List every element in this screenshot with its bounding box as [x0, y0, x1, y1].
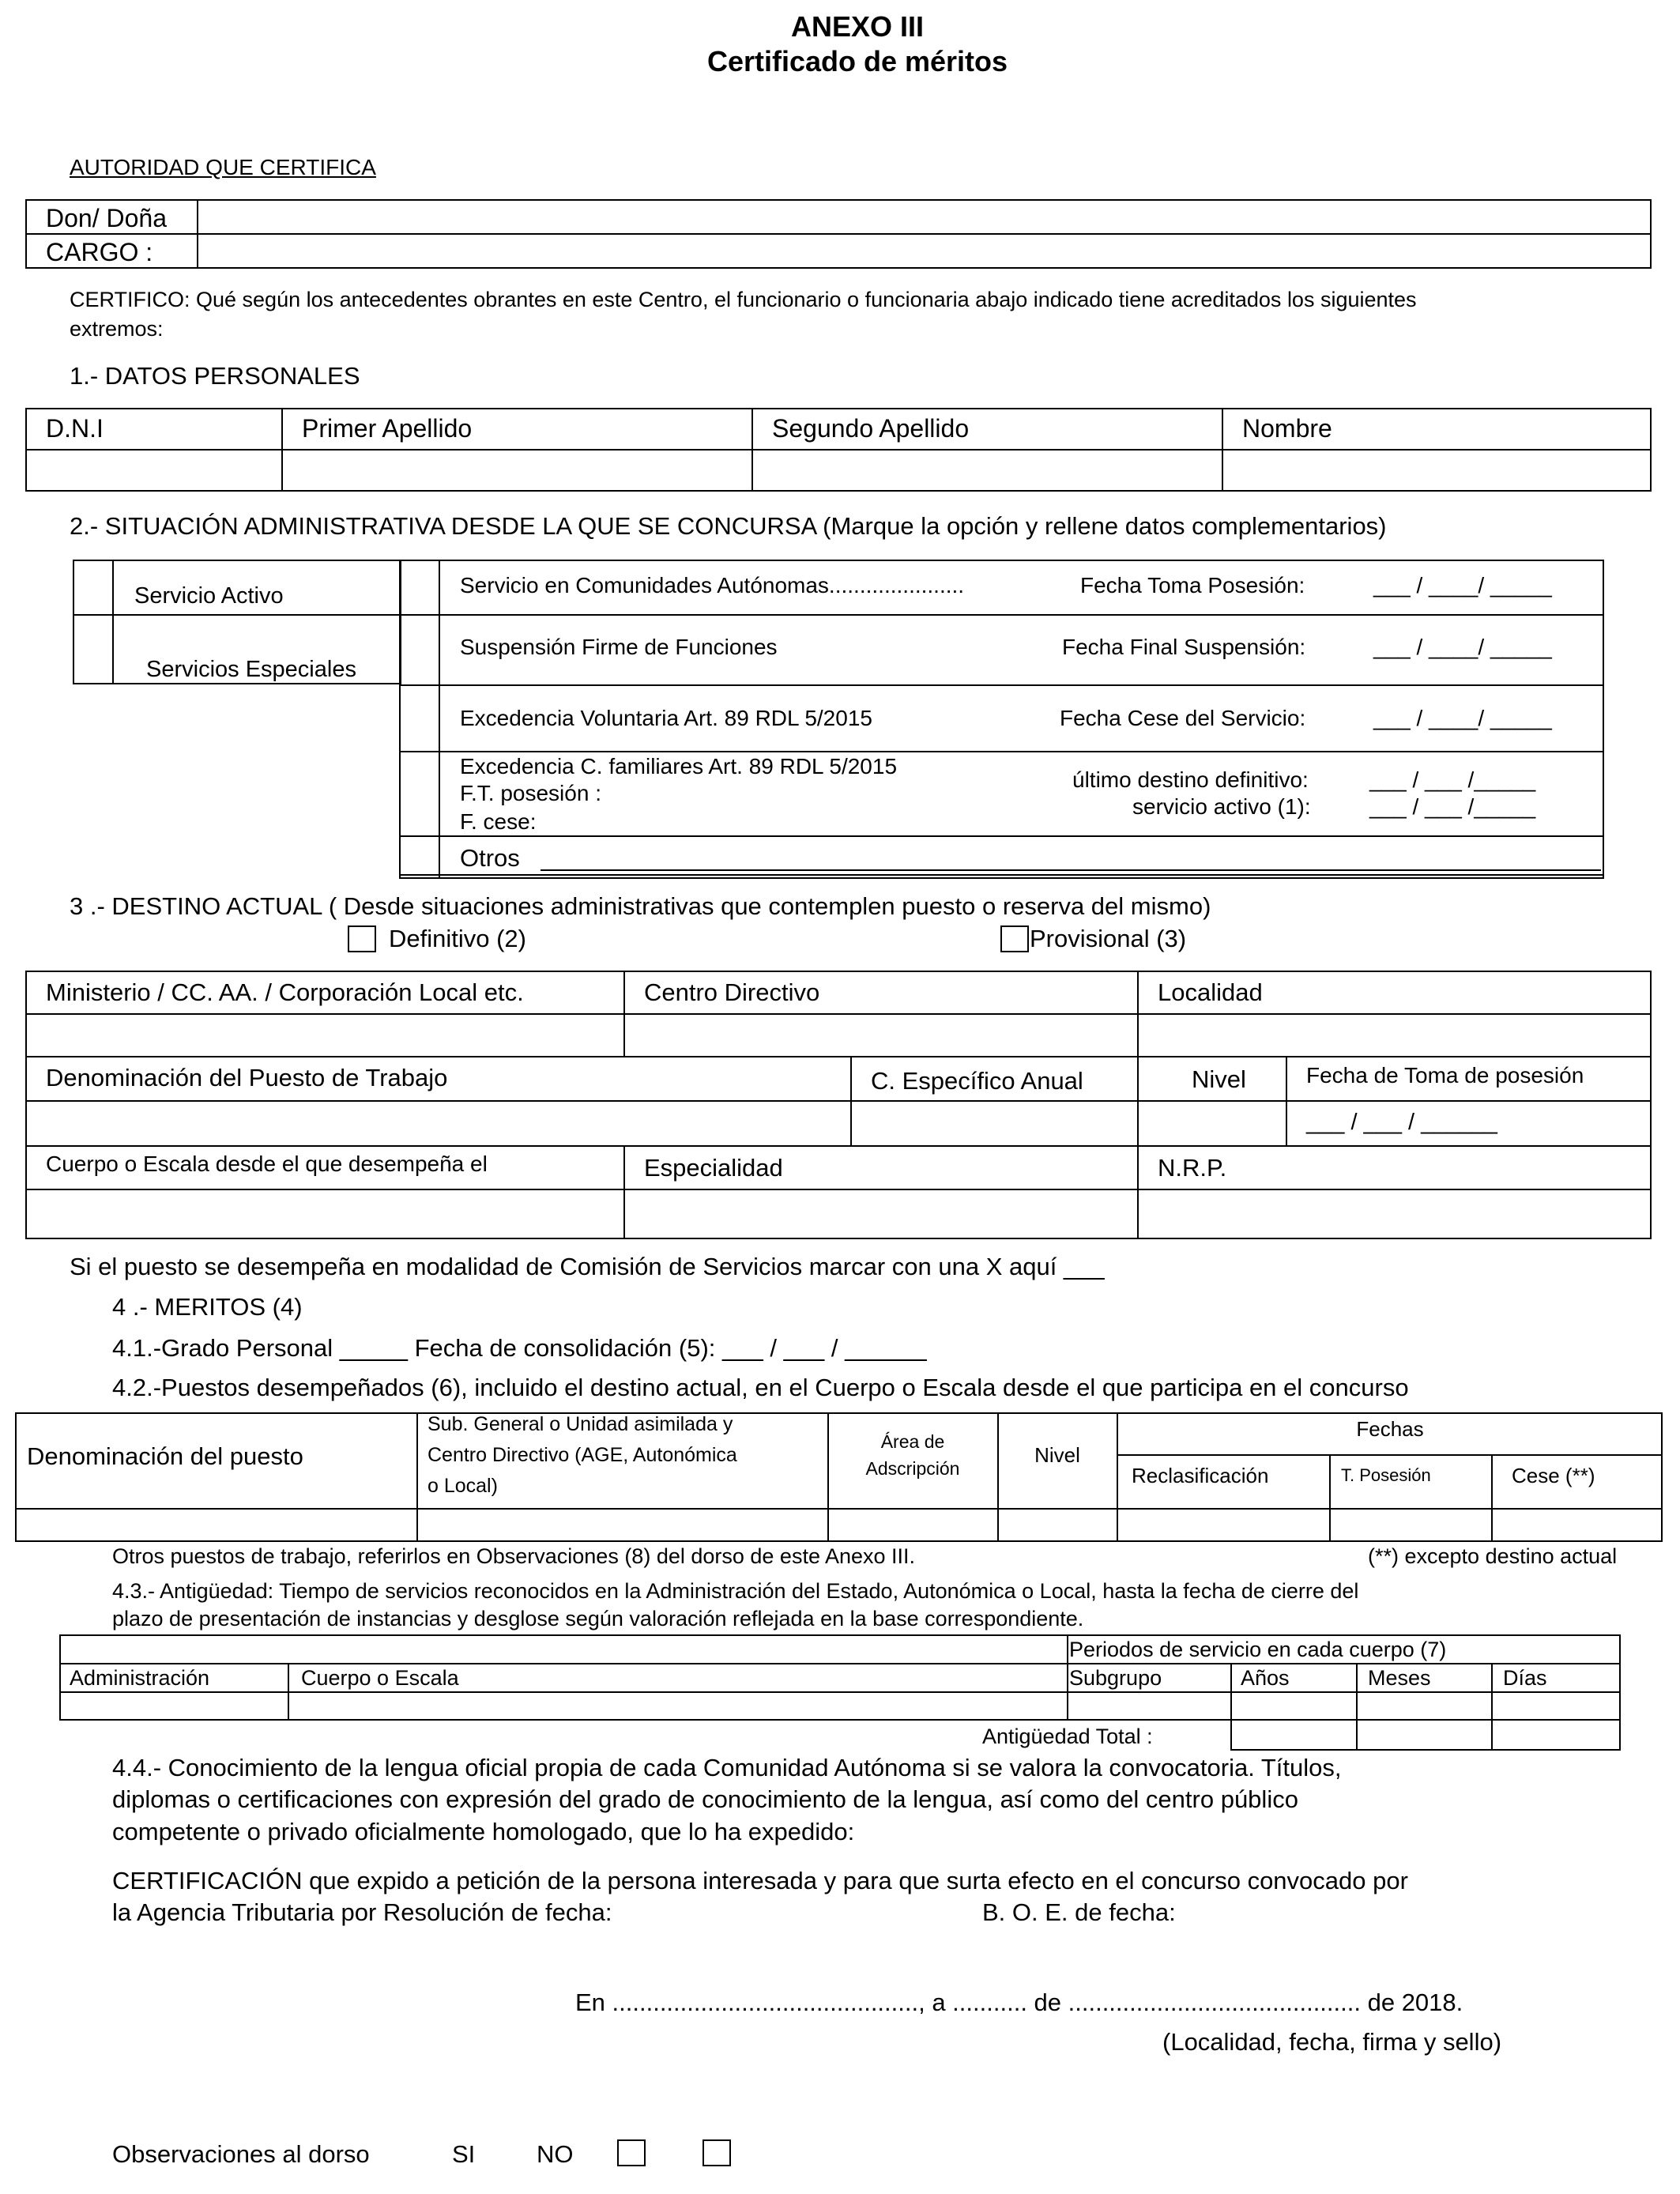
observaciones-label: Observaciones al dorso — [112, 2140, 370, 2168]
certifico-line2: extremos: — [70, 317, 164, 341]
cuerpo-escala-field[interactable] — [27, 1191, 622, 1238]
especifico-label: C. Específico Anual — [871, 1067, 1083, 1095]
lengua-text-1: 4.4.- Conocimiento de la lengua oficial propia de cada Comunidad Autónoma si se valora la convocatoria. Títulos, — [112, 1754, 1342, 1781]
certifico-line1: CERTIFICO: Qué según los antecedentes obrantes en este Centro, el funcionario o funcionaria abajo indicado tiene acreditados los siguientes — [70, 288, 1417, 311]
nrp-label: N.R.P. — [1158, 1154, 1227, 1182]
ccaa-checkbox[interactable] — [401, 561, 438, 613]
puesto-denominacion-field[interactable] — [17, 1510, 416, 1540]
col-fechas: Fechas — [1356, 1417, 1424, 1441]
page-title: ANEXO III — [790, 10, 925, 43]
servicio-activo-label: Servicio Activo — [134, 583, 284, 609]
antiguedad-total-field[interactable] — [1233, 1722, 1619, 1749]
fecha-toma-label: Fecha de Toma de posesión — [1306, 1063, 1584, 1088]
antiguedad-total-label: Antigüedad Total : — [982, 1725, 1153, 1748]
final-suspension-label: Fecha Final Suspensión: — [1062, 635, 1306, 659]
excedencia-voluntaria-checkbox[interactable] — [401, 687, 438, 750]
cuerpo-escala-label: Cuerpo o Escala desde el que desempeña el — [46, 1152, 488, 1176]
col-subgeneral-3: o Local) — [428, 1475, 498, 1497]
puesto-nivel-field[interactable] — [1000, 1510, 1116, 1540]
page-subtitle: Certificado de méritos — [706, 45, 1008, 77]
no-label: NO — [537, 2140, 574, 2168]
antiguedad-text-2: plazo de presentación de instancias y desglose según valoración reflejada en la base correspondiente. — [112, 1607, 1084, 1630]
si-label: SI — [452, 2140, 476, 2168]
authority-heading: AUTORIDAD QUE CERTIFICA — [70, 155, 376, 179]
periodos-heading: Periodos de servicio en cada cuerpo (7) — [1069, 1638, 1447, 1661]
servicio-activo-1-date[interactable]: ___ / ___ /_____ — [1369, 794, 1536, 819]
toma-posesion-date[interactable]: ___ / ____/ _____ — [1373, 573, 1552, 598]
segundo-apellido-field[interactable] — [754, 451, 1220, 490]
col-dni: D.N.I — [46, 414, 104, 443]
ultimo-destino-label: último destino definitivo: — [1072, 767, 1309, 792]
nombre-field[interactable] — [1224, 451, 1650, 490]
f-cese-label: F. cese: — [460, 809, 537, 834]
certificacion-text-1: CERTIFICACIÓN que expido a petición de la persona interesada y para que surta efecto en el concurso convocado por — [112, 1867, 1408, 1894]
lengua-text-3: competente o privado oficialmente homologado, que lo ha expedido: — [112, 1818, 855, 1845]
firma-label: (Localidad, fecha, firma y sello) — [1162, 2028, 1502, 2056]
col-subgeneral-1: Sub. General o Unidad asimilada y — [428, 1413, 733, 1435]
suspension-checkbox[interactable] — [401, 616, 438, 684]
comision-servicios: Si el puesto se desempeña en modalidad de Comisión de Servicios marcar con una X aquí ___ — [70, 1253, 1105, 1280]
ccaa-label: Servicio en Comunidades Autónomas...................... — [460, 573, 965, 598]
col-denominacion-puesto: Denominación del puesto — [27, 1442, 303, 1470]
boe-fecha-label: B. O. E. de fecha: — [982, 1898, 1176, 1926]
servicios-especiales-checkbox[interactable] — [74, 616, 111, 683]
cese-servicio-date[interactable]: ___ / ____/ _____ — [1373, 706, 1552, 730]
don-label: Don/ Doña — [46, 204, 167, 232]
servicio-activo-1-label: servicio activo (1): — [1132, 794, 1311, 819]
lengua-text-2: diplomas o certificaciones con expresión del grado de conocimiento de la lengua, así como del centro público — [112, 1785, 1298, 1813]
col-dias: Días — [1503, 1666, 1547, 1690]
antig-administracion-field[interactable] — [61, 1694, 287, 1719]
cese-servicio-label: Fecha Cese del Servicio: — [1060, 706, 1306, 730]
otros-checkbox[interactable] — [401, 838, 438, 873]
cargo-field[interactable] — [199, 236, 1650, 267]
nivel-field[interactable] — [1139, 1103, 1284, 1144]
col-nombre: Nombre — [1242, 414, 1332, 443]
col-cese: Cese (**) — [1512, 1464, 1595, 1487]
col-t-posesion: T. Posesión — [1341, 1465, 1431, 1485]
s1-heading: 1.- DATOS PERSONALES — [70, 362, 360, 390]
ultimo-destino-date[interactable]: ___ / ___ /_____ — [1369, 767, 1536, 792]
fecha-toma-date[interactable]: ___ / ___ / ______ — [1306, 1110, 1497, 1135]
especialidad-label: Especialidad — [644, 1154, 783, 1182]
grado-personal: 4.1.-Grado Personal _____ Fecha de consolidación (5): ___ / ___ / ______ — [112, 1334, 927, 1362]
nrp-field[interactable] — [1139, 1191, 1650, 1238]
col-cuerpo-escala: Cuerpo o Escala — [301, 1666, 459, 1690]
s4-heading: 4 .- MERITOS (4) — [112, 1293, 303, 1321]
otros-label: Otros — [460, 844, 520, 872]
ministerio-label: Ministerio / CC. AA. / Corporación Local etc. — [46, 978, 524, 1006]
lugar-fecha-line[interactable]: En ............................................., a ........... de ........................................... de 2018. — [575, 1989, 1463, 2016]
centro-directivo-label: Centro Directivo — [644, 978, 820, 1006]
especifico-field[interactable] — [853, 1103, 1136, 1144]
denominacion-puesto-label: Denominación del Puesto de Trabajo — [46, 1064, 448, 1091]
centro-directivo-field[interactable] — [626, 1016, 1136, 1055]
provisional-label: Provisional (3) — [1030, 925, 1187, 952]
localidad-label: Localidad — [1158, 978, 1263, 1006]
col-subgrupo: Subgrupo — [1069, 1666, 1162, 1690]
excedencia-familiares-label: Excedencia C. familiares Art. 89 RDL 5/2015 — [460, 754, 898, 778]
excedencia-voluntaria-label: Excedencia Voluntaria Art. 89 RDL 5/2015 — [460, 706, 872, 730]
toma-posesion-label: Fecha Toma Posesión: — [1080, 573, 1305, 598]
s3-heading: 3 .- DESTINO ACTUAL ( Desde situaciones administrativas que contemplen puesto o reserva del mismo) — [70, 892, 1211, 920]
don-field[interactable] — [199, 201, 1650, 232]
antiguedad-text-1: 4.3.- Antigüedad: Tiempo de servicios reconocidos en la Administración del Estado, Autonómica o Local, hasta la fecha de cierre del — [112, 1579, 1359, 1603]
provisional-checkbox[interactable] — [1000, 925, 1029, 952]
col-administracion: Administración — [70, 1666, 210, 1690]
servicio-activo-checkbox[interactable] — [74, 561, 111, 613]
localidad-field[interactable] — [1139, 1016, 1650, 1055]
observaciones-si-checkbox[interactable] — [617, 2139, 646, 2166]
excedencia-familiares-checkbox[interactable] — [401, 753, 438, 835]
antig-cuerpo-field[interactable] — [290, 1694, 1066, 1719]
otros-field[interactable] — [541, 839, 1601, 869]
suspension-label: Suspensión Firme de Funciones — [460, 635, 778, 659]
final-suspension-date[interactable]: ___ / ____/ _____ — [1373, 635, 1552, 659]
nivel-label: Nivel — [1192, 1065, 1246, 1093]
ft-posesion-label: F.T. posesión : — [460, 781, 601, 805]
definitivo-checkbox[interactable] — [348, 925, 376, 952]
excepto-note: (**) excepto destino actual — [1368, 1544, 1618, 1568]
puesto-reclasificacion-field[interactable] — [1119, 1510, 1328, 1540]
s2-heading: 2.- SITUACIÓN ADMINISTRATIVA DESDE LA QUE SE CONCURSA (Marque la opción y rellene datos complementarios) — [70, 512, 1387, 540]
col-segundo-apellido: Segundo Apellido — [772, 414, 970, 443]
col-anios: Años — [1241, 1666, 1290, 1690]
col-subgeneral-2: Centro Directivo (AGE, Autonómica — [428, 1444, 737, 1466]
col-area-2: Adscripción — [865, 1458, 960, 1479]
puesto-subgeneral-field[interactable] — [419, 1510, 827, 1540]
ministerio-field[interactable] — [27, 1016, 622, 1055]
cargo-label: CARGO : — [46, 238, 153, 266]
col-reclasificacion: Reclasificación — [1132, 1464, 1269, 1487]
servicios-especiales-label: Servicios Especiales — [146, 657, 356, 682]
antig-anios-field[interactable] — [1233, 1694, 1355, 1719]
observaciones-no-checkbox[interactable] — [703, 2139, 731, 2166]
col-area-1: Área de — [880, 1431, 945, 1452]
puesto-t-posesion-field[interactable] — [1332, 1510, 1490, 1540]
antig-meses-field[interactable] — [1358, 1694, 1490, 1719]
certificacion-text-2: la Agencia Tributaria por Resolución de fecha: — [112, 1898, 612, 1926]
antig-subgrupo-field[interactable] — [1069, 1694, 1230, 1719]
col-primer-apellido: Primer Apellido — [302, 414, 473, 443]
definitivo-label: Definitivo (2) — [389, 925, 526, 952]
col-meses: Meses — [1368, 1666, 1431, 1690]
denominacion-puesto-field[interactable] — [27, 1103, 849, 1144]
puestos-heading: 4.2.-Puestos desempeñados (6), incluido el destino actual, en el Cuerpo o Escala desde el que participa en el concurso — [112, 1374, 1409, 1401]
dni-field[interactable] — [27, 451, 280, 490]
puesto-cese-field[interactable] — [1494, 1510, 1661, 1540]
primer-apellido-field[interactable] — [284, 451, 750, 490]
puesto-area-field[interactable] — [830, 1510, 996, 1540]
otros-puestos-note: Otros puestos de trabajo, referirlos en Observaciones (8) del dorso de este Anexo III. — [112, 1544, 916, 1568]
col-nivel: Nivel — [1034, 1443, 1080, 1467]
especialidad-field[interactable] — [626, 1191, 1136, 1238]
antig-dias-field[interactable] — [1494, 1694, 1618, 1719]
